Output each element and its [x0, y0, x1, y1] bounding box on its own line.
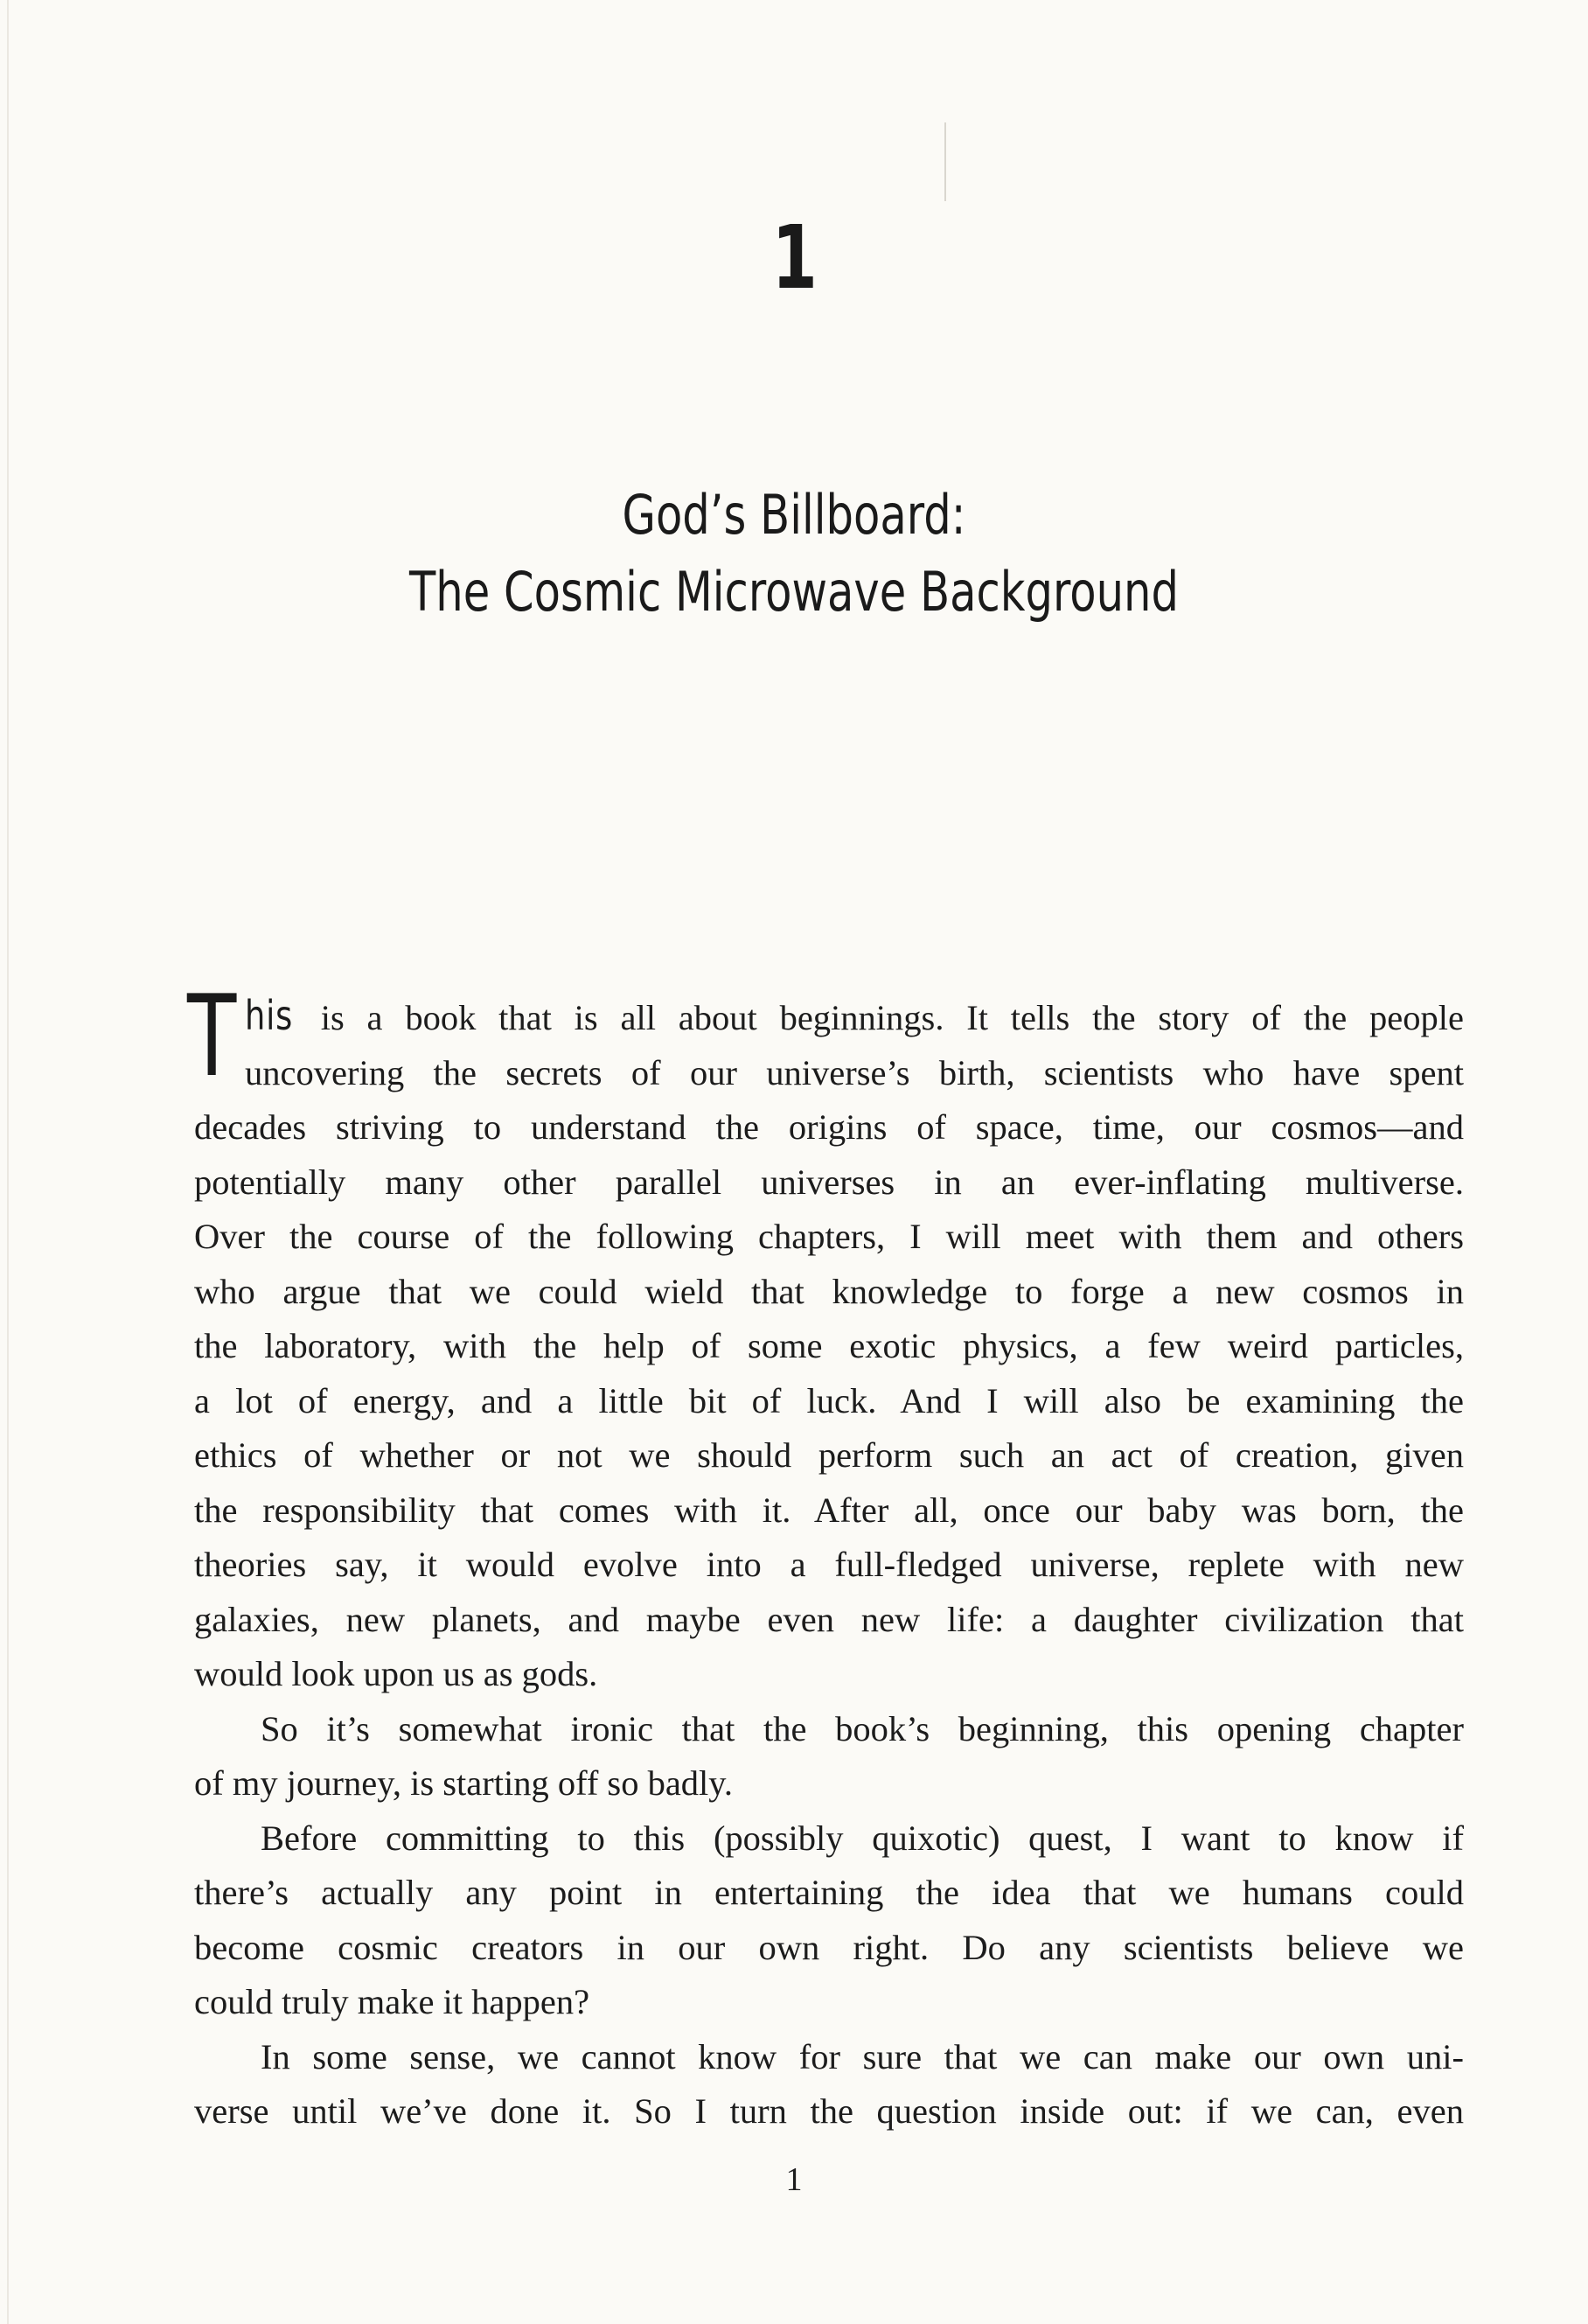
- body-line: there’s actually any point in entertaining the idea that we humans could: [194, 1873, 1464, 1912]
- body-line: who argue that we could wield that knowledge to forge a new cosmos in: [194, 1271, 1464, 1311]
- drop-cap: T: [187, 972, 237, 1102]
- chapter-number: 1: [771, 206, 817, 309]
- body-line: So it’s somewhat ironic that the book’s beginning, this opening chapter: [261, 1708, 1464, 1748]
- body-line: Over the course of the following chapters, I will meet with them and others: [194, 1217, 1464, 1256]
- body-line: could truly make it happen?: [194, 1982, 590, 2021]
- body-line: [194, 988, 1464, 1046]
- chapter-title-line-2: The Cosmic Microwave Background: [409, 560, 1179, 624]
- body-line: verse until we’ve done it. So I turn the question inside out: if we can, even: [194, 2091, 1464, 2131]
- body-line: ethics of whether or not we should perform such an act of creation, given: [194, 1435, 1464, 1475]
- scan-artifact-line: [944, 122, 946, 201]
- scan-artifact-edge: [7, 0, 9, 2324]
- chapter-title: [159, 477, 1430, 631]
- body-line: potentially many other parallel universes in an ever-inflating multiverse.: [194, 1162, 1464, 1202]
- body-line: uncovering the secrets of our universe’s birth, scientists who have spent: [245, 1052, 1464, 1092]
- body-line: a lot of energy, and a little bit of luck. And I will also be examining the: [194, 1380, 1464, 1420]
- body-line: In some sense, we cannot know for sure that we can make our own uni-: [261, 2036, 1464, 2076]
- body-line: would look upon us as gods.: [194, 1654, 598, 1693]
- body-line: the responsibility that comes with it. After all, once our baby was born, the: [194, 1490, 1464, 1530]
- chapter-title-line-1: God’s Billboard:: [622, 483, 966, 547]
- body-line: theories say, it would evolve into a full-fledged universe, replete with new: [194, 1545, 1464, 1584]
- body-text: [194, 988, 1464, 2139]
- body-line: galaxies, new planets, and maybe even new life: a daughter civilization that: [194, 1599, 1464, 1639]
- body-line: Before committing to this (possibly quixotic) quest, I want to know if: [261, 1818, 1464, 1858]
- page-number: 1: [785, 2161, 803, 2198]
- body-line: become cosmic creators in our own right. Do any scientists believe we: [194, 1927, 1464, 1967]
- lead-word: his: [245, 992, 294, 1039]
- body-line: of my journey, is starting off so badly.: [194, 1763, 734, 1803]
- body-line-text: is a book that is all about beginnings. It tells the story of the people: [297, 998, 1464, 1037]
- body-line: decades striving to understand the origins of space, time, our cosmos—and: [194, 1107, 1464, 1147]
- body-line: the laboratory, with the help of some exotic physics, a few weird particles,: [194, 1326, 1464, 1365]
